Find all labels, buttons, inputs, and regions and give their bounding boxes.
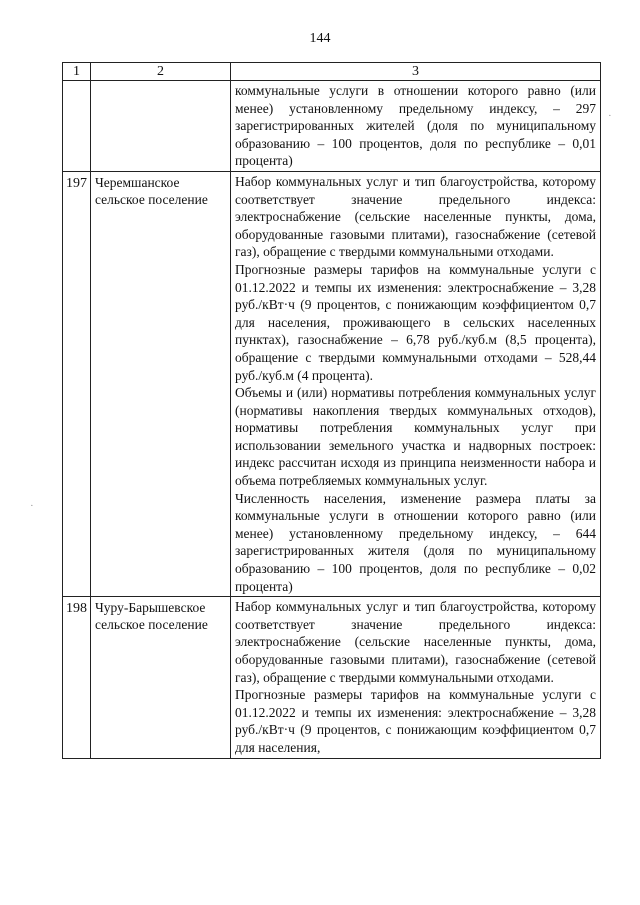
paragraph: Объемы и (или) нормативы потребления коммунальных услуг (нормативы накопления твердых коммунальных отходов), нормативы потребления коммунальных услуг при использовании земельного участка и надворных построек: индекс рассчитан исходя из принципа неизменности набора и объема потребляемых коммунальных услуг. — [235, 385, 596, 489]
page-number: 144 — [309, 31, 331, 46]
paragraph: Набор коммунальных услуг и тип благоустройства, которому соответствует значение предельного индекса: электроснабжение (сельские населенные пункты, дома, оборудованные газовыми плитами), газоснабжение (сетевой газ), обращение с твердыми коммунальными отходами. — [235, 599, 596, 685]
row-number: 198 — [63, 597, 91, 758]
paragraph: Набор коммунальных услуг и тип благоустройства, которому соответствует значение предельного индекса: электроснабжение (сельские населенные пункты, дома, оборудованные газовыми плитами), газоснабжение (сетевой газ), обращение с твердыми коммунальными отходами. — [235, 173, 596, 260]
paragraph: Численность населения, изменение размера платы за коммунальные услуги в отношении которого равно (или менее) установленному предельному индексу, – 644 зарегистрированных жителя (доля по муниципальному образованию – 100 процентов, доля по республике – 0,02 процента) — [235, 490, 596, 594]
settlement-name: Чуру-Барышевское сельское поселение — [91, 597, 231, 758]
settlement-name: Черемшанское сельское поселение — [91, 171, 231, 596]
table-row — [63, 171, 601, 596]
tariff-table — [62, 62, 601, 759]
column-header-1: 1 — [63, 63, 91, 81]
row-number: 197 — [63, 171, 91, 596]
table-row-continuation — [63, 81, 601, 172]
scan-mark: · — [608, 110, 612, 122]
column-header-3: 3 — [231, 63, 601, 81]
row-description — [231, 597, 601, 758]
column-header-2: 2 — [91, 63, 231, 81]
paragraph: Прогнозные размеры тарифов на коммунальные услуги с 01.12.2022 и темпы их изменения: электроснабжение – 3,28 руб./кВт·ч (9 процентов, с понижающим коэффициентом 0,7 для населения, проживающего в сельских населенных пунктах), газоснабжение – 6,78 руб./куб.м (8,5 процента), обращение с твердыми коммунальными отходами – 528,44 руб./куб.м (4 процента). — [235, 261, 596, 383]
paragraph: коммунальные услуги в отношении которого равно (или менее) установленному предельному индексу, – 297 зарегистрированных жителей (доля по муниципальному образованию – 100 процентов, доля по республике – 0,01 процента) — [235, 83, 596, 169]
paragraph: Прогнозные размеры тарифов на коммунальные услуги с 01.12.2022 и темпы их изменения: электроснабжение – 3,28 руб./кВт·ч (9 процентов, с понижающим коэффициентом 0,7 для населения, — [235, 687, 596, 755]
row-description — [231, 81, 601, 172]
scan-mark: · — [30, 500, 34, 512]
table-row — [63, 597, 601, 758]
table-header-row — [63, 63, 601, 81]
row-description — [231, 171, 601, 596]
